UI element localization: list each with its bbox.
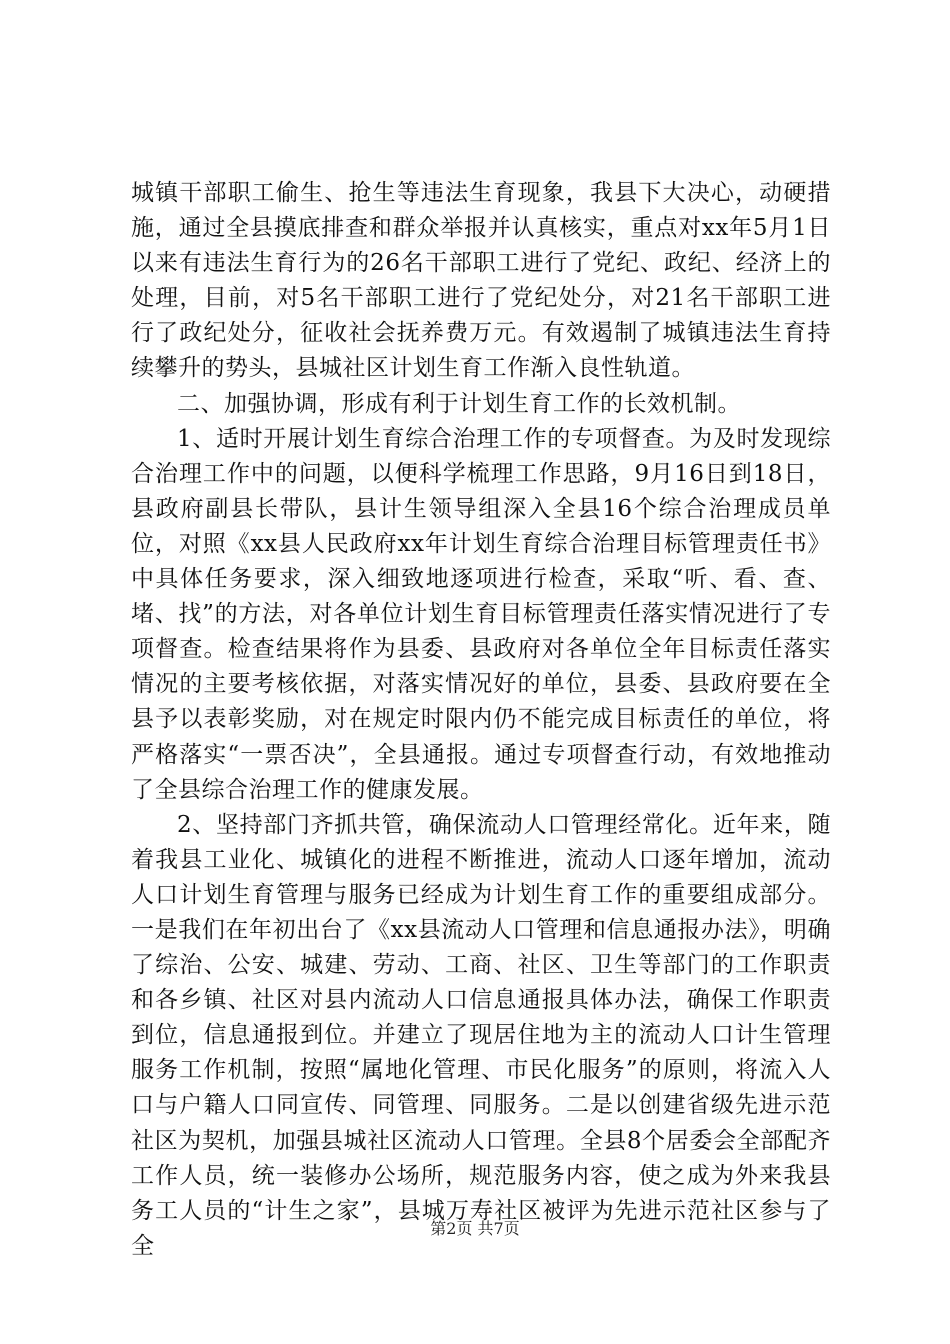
section-heading: 二、加强协调，形成有利于计划生育工作的长效机制。 (177, 390, 741, 417)
paragraph-item-2: 2、坚持部门齐抓共管，确保流动人口管理经常化。近年来，随着我县工业化、城镇化的进程不断推进，流动人口逐年增加，流动人口计划生育管理与服务已经成为计划生育工作的重要组成部分。一是我们在年初出台了《xx县流动人口管理和信息通报办法》，明确了综治、公安、城建、劳动、工商、社区、卫生等部门的工作职责和各乡镇、社区对县内流动人口信息通报具体办法，确保工作职责到位，信息通报到位。并建立了现居住地为主的流动人口计生管理服务工作机制，按照“属地化管理、市民化服务”的原则，将流入人口与户籍人口同宣传、同管理、同服务。二是以创建省级先进示范社区为契机，加强县城社区流动人口管理。全县8个居委会全部配齐工作人员，统一装修办公场所，规范服务内容，使之成为外来我县务工人员的“计生之家”，县城万寿社区被评为先进示范社区参与了全 (131, 811, 831, 1259)
page-footer: 第2页 共7页 (430, 1219, 520, 1238)
paragraph-continuation: 城镇干部职工偷生、抢生等违法生育现象，我县下大决心，动硬措施，通过全县摸底排查和群众举报并认真核实，重点对xx年5月1日以来有违法生育行为的26名干部职工进行了党纪、政纪、经济上的处理，目前，对5名干部职工进行了党纪处分，对21名干部职工进行了政纪处分，征收社会抚养费万元。有效遏制了城镇违法生育持续攀升的势头，县城社区计划生育工作渐入良性轨道。 (131, 180, 831, 382)
document-body (131, 176, 831, 1264)
paragraph-item-1: 1、适时开展计划生育综合治理工作的专项督查。为及时发现综合治理工作中的问题，以便科学梳理工作思路，9月16日到18日，县政府副县长带队，县计生领导组深入全县16个综合治理成员单位，对照《xx县人民政府xx年计划生育综合治理目标管理责任书》中具体任务要求，深入细致地逐项进行检查，采取“听、看、查、堵、找”的方法，对各单位计划生育目标管理责任落实情况进行了专项督查。检查结果将作为县委、县政府对各单位全年目标责任落实情况的主要考核依据，对落实情况好的单位，县委、县政府要在全县予以表彰奖励，对在规定时限内仍不能完成目标责任的单位，将严格落实“一票否决”，全县通报。通过专项督查行动，有效地推动了全县综合治理工作的健康发展。 (131, 425, 831, 803)
